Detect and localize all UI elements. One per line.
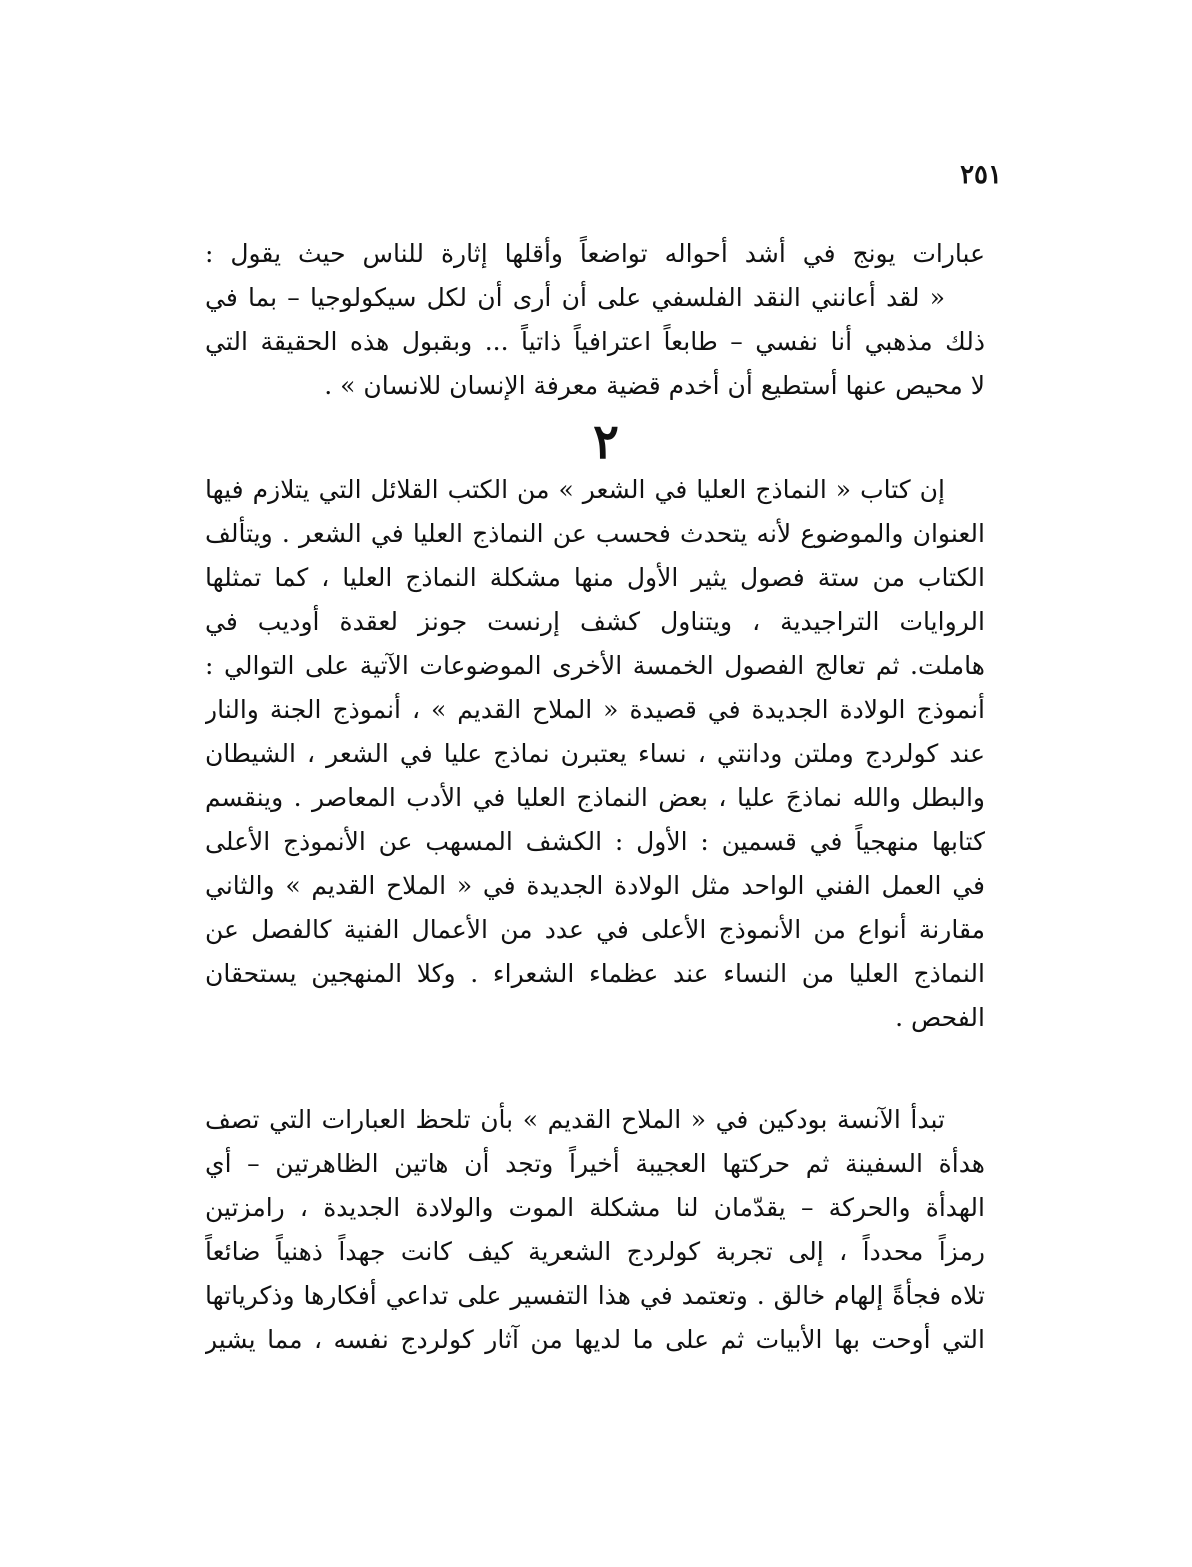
text-line: والبطل والله نماذجَ عليا ، بعض النماذج العليا في الأدب المعاصر . وينقسم <box>205 783 985 812</box>
paragraph-book-overview <box>205 468 985 1040</box>
text-line: مقارنة أنواع من الأنموذج الأعلى في عدد من الأعمال الفنية كالفصل عن <box>205 915 985 944</box>
text-line: ذلك مذهبي أنا نفسي – طابعاً اعترافياً ذاتياً ... وبقبول هذه الحقيقة التي <box>205 327 985 356</box>
text-line: تبدأ الآنسة بودكين في « الملاح القديم » بأن تلحظ العبارات التي تصف <box>205 1105 945 1134</box>
paragraph-ancient-mariner <box>205 1098 985 1362</box>
text-line: التي أوحت بها الأبيات ثم على ما لديها من آثار كولردج نفسه ، مما يشير <box>205 1325 985 1354</box>
text-line: « لقد أعانني النقد الفلسفي على أن أرى أن لكل سيكولوجيا – بما في <box>205 283 945 312</box>
text-line: الهدأة والحركة – يقدّمان لنا مشكلة الموت والولادة الجديدة ، رامزتين <box>205 1193 985 1222</box>
text-line: تلاه فجأةً إلهام خالق . وتعتمد في هذا التفسير على تداعي أفكارها وذكرياتها <box>205 1281 985 1310</box>
text-line: عبارات يونج في أشد أحواله تواضعاً وأقلها إثارة للناس حيث يقول : <box>205 239 985 268</box>
text-line: الكتاب من ستة فصول يثير الأول منها مشكلة النماذج العليا ، كما تمثلها <box>205 563 985 592</box>
text-line: أنموذج الولادة الجديدة في قصيدة « الملاح القديم » ، أنموذج الجنة والنار <box>205 695 985 724</box>
text-line: الفحص . <box>895 1003 985 1032</box>
paragraph-quote <box>205 232 985 408</box>
text-line: هدأة السفينة ثم حركتها العجيبة أخيراً وتجد أن هاتين الظاهرتين – أي <box>205 1149 985 1178</box>
text-line: كتابها منهجياً في قسمين : الأول : الكشف المسهب عن الأنموذج الأعلى <box>205 827 985 856</box>
text-line: رمزاً محدداً ، إلى تجربة كولردج الشعرية كيف كانت جهداً ذهنياً ضائعاً <box>205 1237 985 1266</box>
text-line: في العمل الفني الواحد مثل الولادة الجديدة في « الملاح القديم » والثاني <box>205 871 985 900</box>
text-line: لا محيص عنها أستطيع أن أخدم قضية معرفة الإنسان للانسان » . <box>324 371 985 400</box>
text-line: إن كتاب « النماذج العليا في الشعر » من الكتب القلائل التي يتلازم فيها <box>205 475 945 504</box>
text-line: النماذج العليا من النساء عند عظماء الشعراء . وكلا المنهجين يستحقان <box>205 959 985 988</box>
text-line: العنوان والموضوع لأنه يتحدث فحسب عن النماذج العليا في الشعر . ويتألف <box>205 519 985 548</box>
text-line: الروايات التراجيدية ، ويتناول كشف إرنست جونز لعقدة أوديب في <box>205 607 985 636</box>
text-line: عند كولردج وملتن ودانتي ، نساء يعتبرن نماذج عليا في الشعر ، الشيطان <box>205 739 985 768</box>
section-number: ٢ <box>593 414 619 470</box>
page-number: ٢٥١ <box>960 160 1002 190</box>
text-line: هاملت. ثم تعالج الفصول الخمسة الأخرى الموضوعات الآتية على التوالي : <box>205 651 985 680</box>
